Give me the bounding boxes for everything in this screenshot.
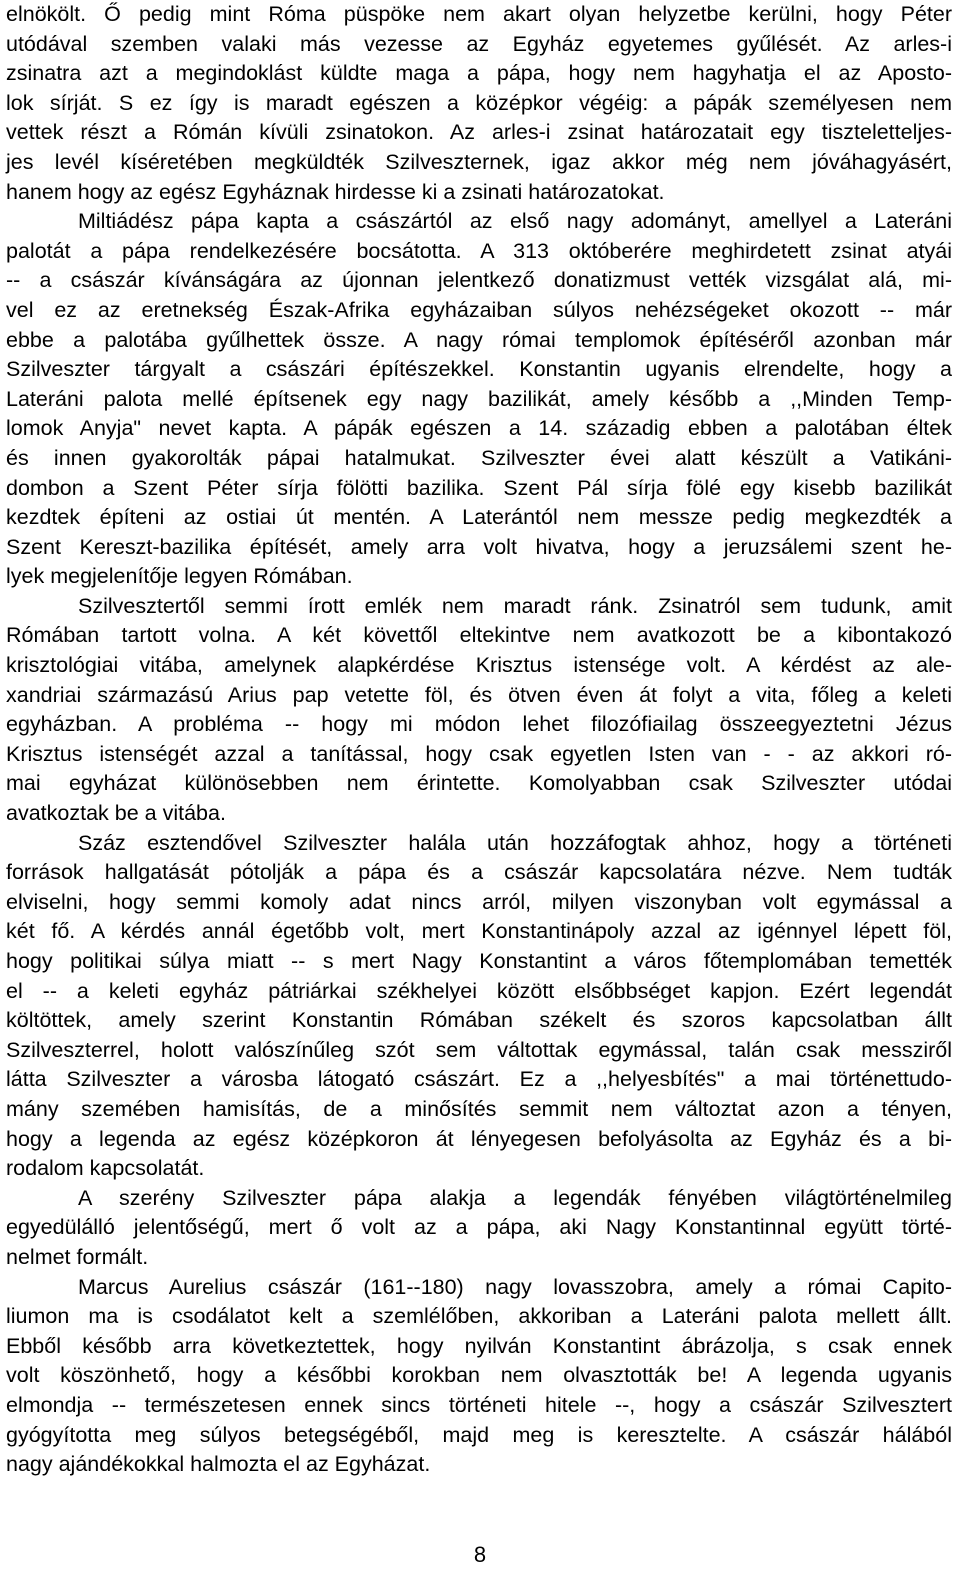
- text-line: mai egyházat különösebben nem érintette. Komolyabban csak Szilveszter utódai: [6, 771, 952, 796]
- text-line: Szilvesztertől semmi írott emlék nem maradt ránk. Zsinatról sem tudunk, amit: [78, 593, 952, 618]
- text-line: költöttek, amely szerint Konstantin Rómában székelt és szoros kapcsolatban állt: [6, 1008, 952, 1033]
- text-line: Száz esztendővel Szilveszter halála után hozzáfogtak ahhoz, hogy a történeti: [78, 830, 952, 855]
- text-line: mány szemében hamisítás, de a minősítés semmit nem változtat azon a tényen,: [6, 1096, 952, 1121]
- text-line: Szilveszterrel, holott valószínűleg szót sem váltottak egymással, talán csak messziről: [6, 1037, 952, 1062]
- page-number: 8: [473, 1542, 487, 1567]
- text-line: palotát a pápa rendelkezésére bocsátotta. A 313 októberére meghirdetett zsinat atyái: [6, 238, 952, 263]
- text-line: rodalom kapcsolatát.: [6, 1156, 205, 1181]
- text-line: források hallgatását pótolják a pápa és a császár kapcsolatára nézve. Nem tudták: [6, 860, 952, 885]
- text-line: és innen gyakorolták pápai hatalmukat. Szilveszter évei alatt készült a Vatikáni-: [6, 445, 952, 470]
- text-line: el -- a keleti egyház pátriárkai székhelyei között elsőbbséget kapjon. Ezért legendát: [6, 978, 952, 1003]
- text-line: nagy ajándékokkal halmozta el az Egyházat.: [6, 1452, 431, 1477]
- text-line: elviselni, hogy semmi komoly adat nincs arról, milyen viszonyban volt egymással a: [6, 889, 952, 914]
- text-line: elnökölt. Ő pedig mint Róma püspöke nem akart olyan helyzetbe kerülni, hogy Péter: [6, 2, 952, 26]
- text-line: vel ez az eretnekség Észak-Afrika egyházaiban súlyos nehézségeket okozott -- már: [6, 297, 952, 322]
- paragraph-4: [6, 829, 952, 1184]
- text-line: hogy politikai súlya miatt -- s mert Nagy Konstantint a város főtemplomában temették: [6, 949, 952, 973]
- text-line: -- a császár kívánságára az újonnan jelentkező donatizmust vették vizsgálat alá, mi-: [6, 268, 952, 293]
- text-line: Miltiádész pápa kapta a császártól az első nagy adományt, amellyel a Lateráni: [78, 209, 952, 234]
- text-line: Szent Kereszt-bazilika építését, amely arra volt hivatva, hogy a jeruzsálemi szent he-: [6, 534, 952, 559]
- text-line: Marcus Aurelius császár (161--180) nagy lovasszobra, amely a római Capito-: [78, 1274, 952, 1299]
- text-line: ebbe a palotába gyűlhettek össze. A nagy római templomok építéséről azonban már: [6, 327, 952, 352]
- text-line: látta Szilveszter a városba látogató császárt. Ez a ,,helyesbítés" a mai történettudo-: [6, 1067, 952, 1092]
- text-line: Krisztus istenségét azzal a tanítással, hogy csak egyetlen Isten van - - az akkori ró-: [6, 741, 952, 766]
- text-line: zsinatra azt a megindoklást küldte maga a pápa, hogy nem hagyhatja el az Aposto-: [6, 61, 952, 86]
- document-body: [6, 0, 952, 1480]
- paragraph-1: [6, 0, 952, 207]
- text-line: lomok Anyja" nevet kapta. A pápák egészen a 14. századig ebben a palotában éltek: [6, 416, 952, 441]
- text-line: nelmet formált.: [6, 1244, 149, 1269]
- paragraph-3: [6, 592, 952, 829]
- text-line: lok sírját. S ez így is maradt egészen a középkor végéig: a pápák személyesen nem: [6, 90, 952, 115]
- text-line: egyházban. A probléma -- hogy mi módon lehet filozófiailag összeegyeztetni Jézus: [6, 712, 952, 737]
- paragraph-5: [6, 1184, 952, 1273]
- text-line: jes levél kíséretében megküldték Szilveszternek, igaz akkor még nem jóváhagyásért,: [6, 149, 952, 174]
- paragraph-2: [6, 207, 952, 592]
- text-line: volt köszönhető, hogy a későbbi korokban nem olvasztották be! A legenda ugyanis: [6, 1363, 952, 1388]
- text-line: hogy a legenda az egész középkoron át lényegesen befolyásolta az Egyház és a bi-: [6, 1126, 952, 1151]
- text-line: dombon a Szent Péter sírja fölötti bazilika. Szent Pál sírja fölé egy kisebb bazilikát: [6, 475, 952, 500]
- text-line: Ebből később arra következtettek, hogy nyilván Konstantint ábrázolja, s csak ennek: [6, 1333, 952, 1358]
- text-line: elmondja -- természetesen ennek sincs történeti hitele --, hogy a császár Szilvesztert: [6, 1392, 952, 1417]
- text-line: vettek részt a Rómán kívüli zsinatokon. Az arles-i zsinat határozatait egy tiszteletteljes-: [6, 120, 952, 145]
- text-line: A szerény Szilveszter pápa alakja a legendák fényében világtörténelmileg: [78, 1185, 952, 1210]
- text-line: Rómában tartott volna. A két követtől eltekintve nem avatkozott be a kibontakozó: [6, 623, 952, 648]
- text-line: kezdtek építeni az ostiai út mentén. A Laterántól nem messze pedig megkezdték a: [6, 505, 952, 530]
- text-line: egyedülálló jelentőségű, mert ő volt az a pápa, aki Nagy Konstantinnal együtt törté-: [6, 1215, 952, 1240]
- text-line: Szilveszter tárgyalt a császári építészekkel. Konstantin ugyanis elrendelte, hogy a: [6, 357, 952, 382]
- text-line: avatkoztak be a vitába.: [6, 801, 226, 826]
- text-line: gyógyította meg súlyos betegségéből, majd meg is keresztelte. A császár hálából: [6, 1422, 952, 1447]
- text-line: krisztológiai vitába, amelynek alapkérdése Krisztus istensége volt. A kérdést az ale-: [6, 653, 952, 678]
- text-line: utódával szemben valaki más vezesse az Egyház egyetemes gyűlését. Az arles-i: [6, 31, 952, 56]
- text-line: két fő. A kérdés annál égetőbb volt, mert Konstantinápoly azzal az igénnyel lépett föl,: [6, 919, 952, 944]
- text-line: liumon ma is csodálatot kelt a szemlélőben, akkoriban a Lateráni palota mellett állt.: [6, 1304, 952, 1329]
- text-line: hanem hogy az egész Egyháznak hirdesse ki a zsinati határozatokat.: [6, 179, 665, 204]
- text-line: Lateráni palota mellé építsenek egy nagy bazilikát, amely később a ,,Minden Temp-: [6, 386, 952, 411]
- paragraph-6: [6, 1273, 952, 1480]
- text-line: xandriai származású Arius pap vetette föl, és ötven éven át folyt a vita, főleg a keleti: [6, 682, 952, 707]
- text-line: lyek megjelenítője legyen Rómában.: [6, 564, 353, 589]
